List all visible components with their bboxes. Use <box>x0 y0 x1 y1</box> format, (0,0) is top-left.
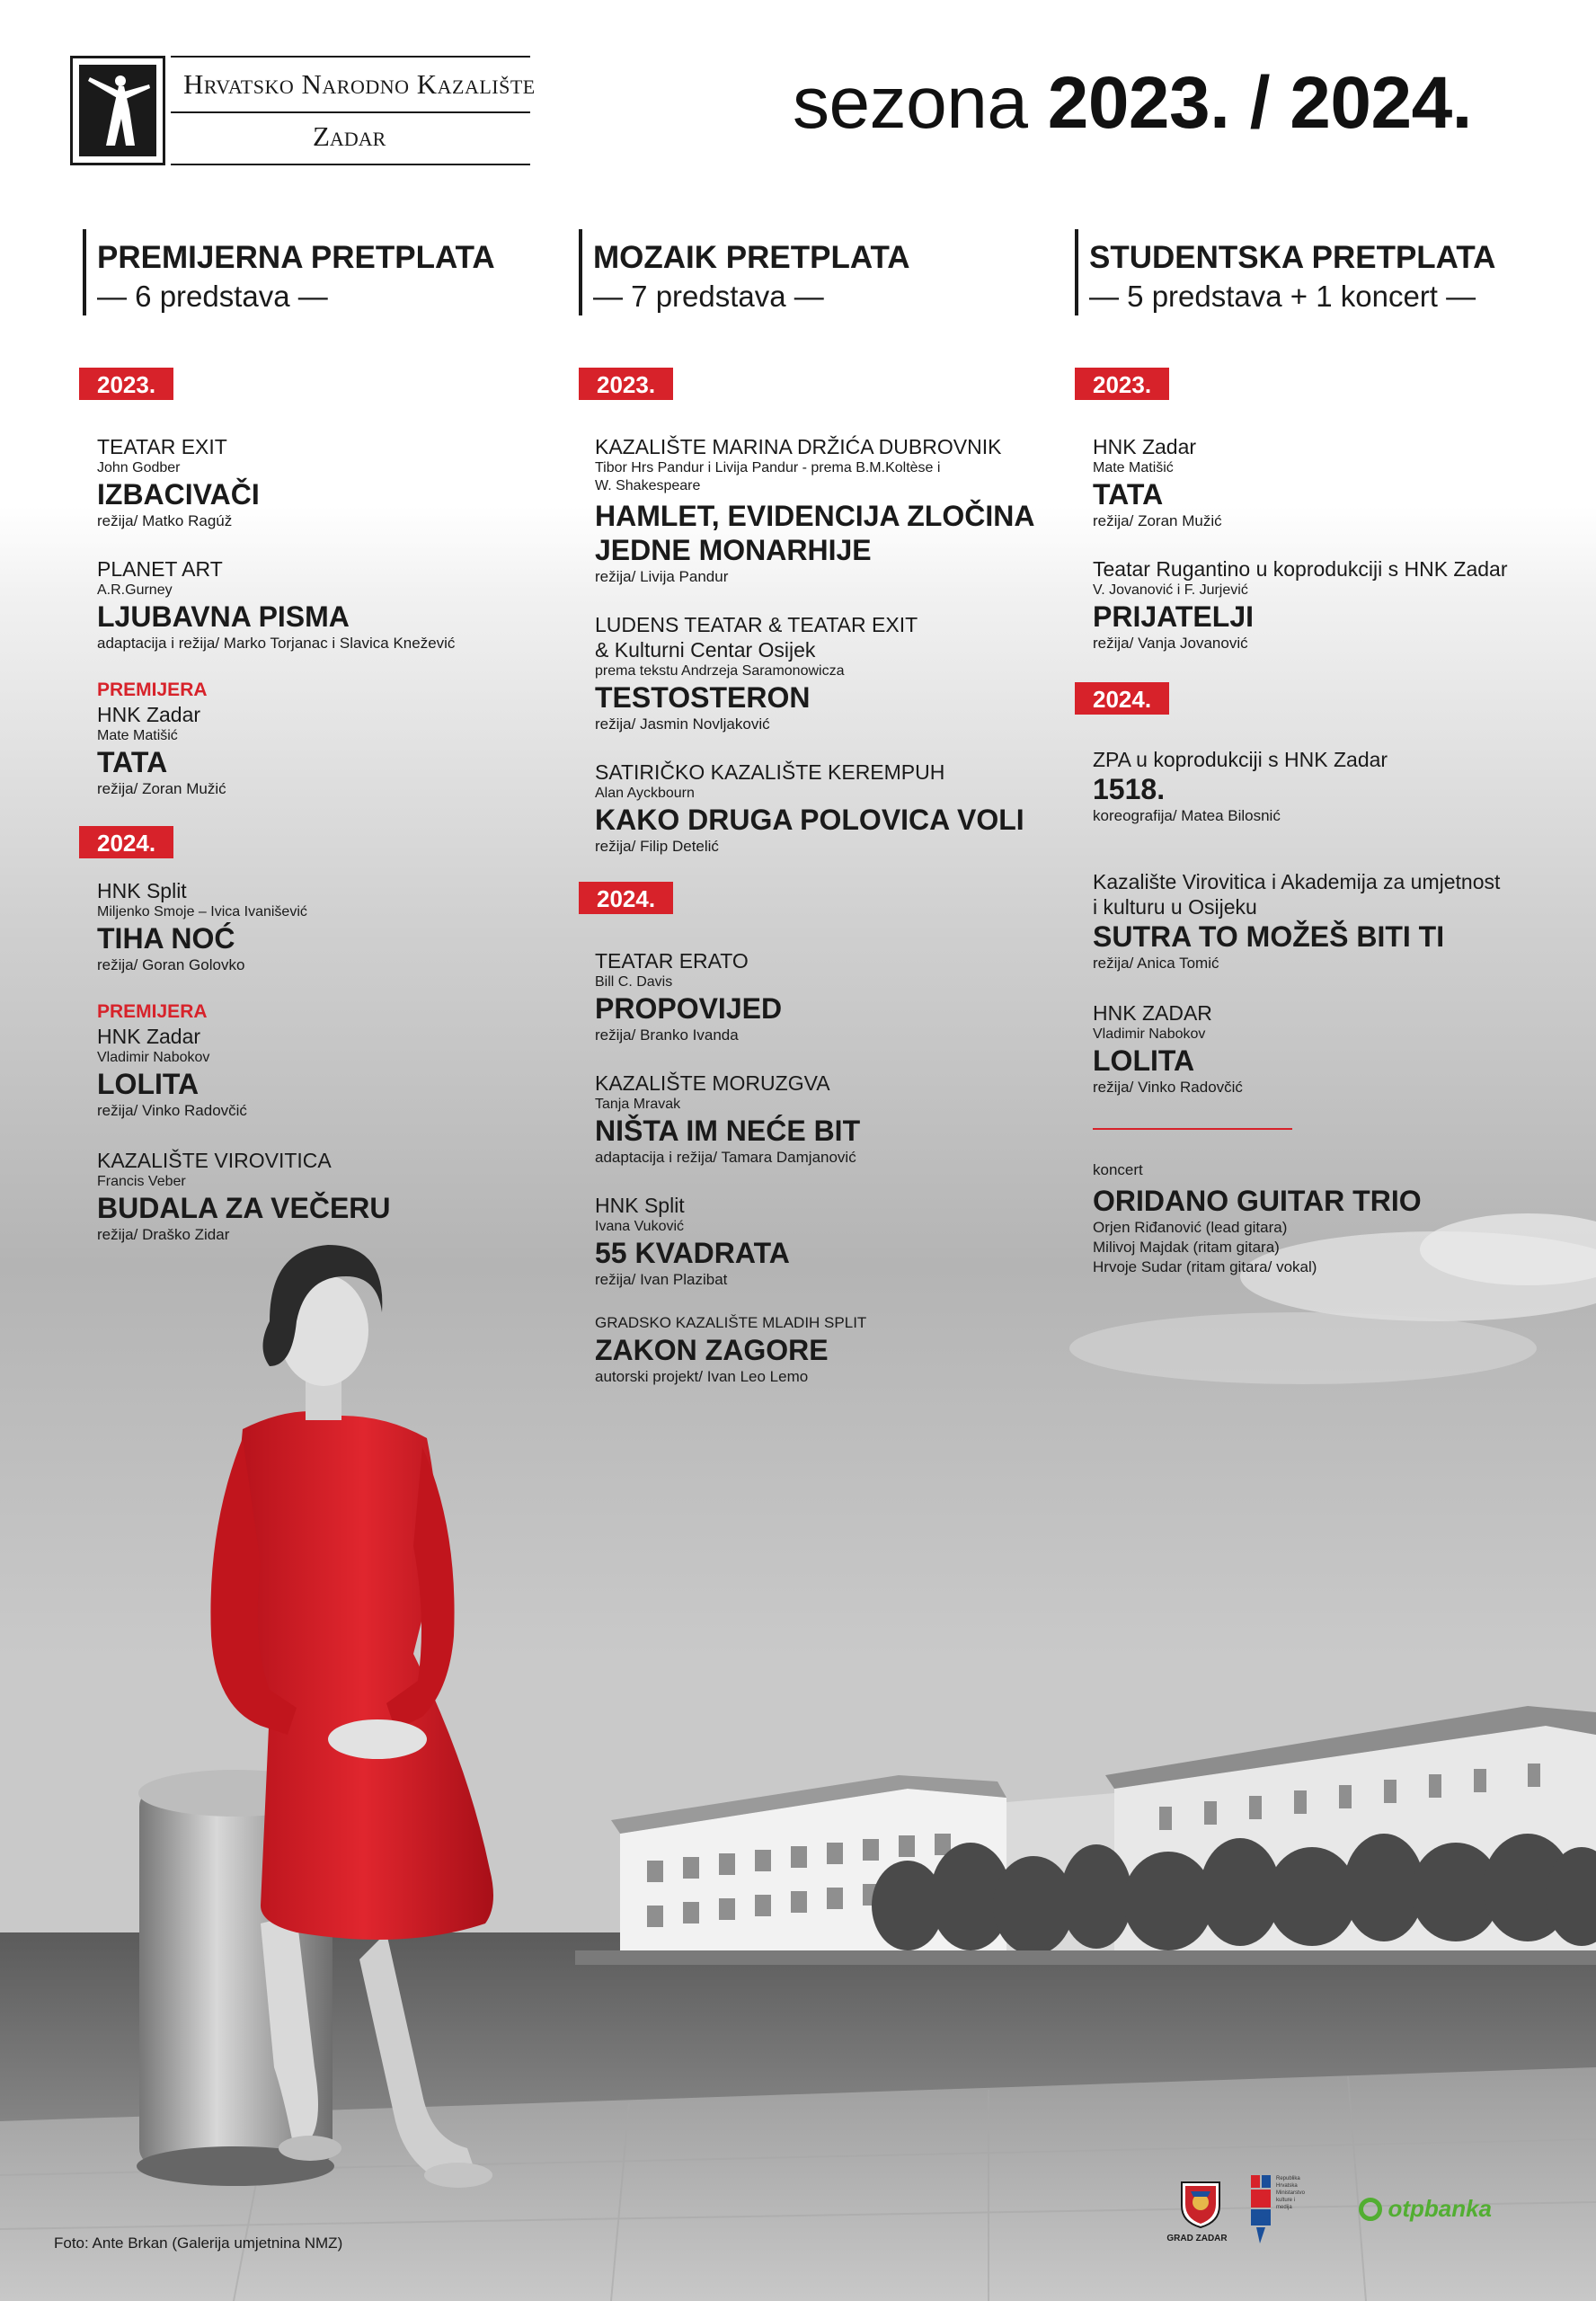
concert-member: Milivoj Majdak (ritam gitara) <box>1093 1239 1280 1256</box>
season-prefix: sezona <box>793 62 1028 144</box>
show-venue: KAZALIŠTE MORUZGVA <box>595 1071 830 1095</box>
theatre-emblem <box>70 56 165 165</box>
show-item <box>595 1313 866 1387</box>
logo-divider-bottom <box>171 164 530 165</box>
show-director: koreografija/ Matea Bilosnić <box>1093 807 1281 824</box>
show-director: režija/ Vanja Jovanović <box>1093 635 1248 652</box>
show-venue: GRADSKO KAZALIŠTE MLADIH SPLIT <box>595 1314 867 1331</box>
show-venue: SATIRIČKO KAZALIŠTE KEREMPUH <box>595 760 945 784</box>
show-item <box>97 556 455 653</box>
concert-member: Hrvoje Sudar (ritam gitara/ vokal) <box>1093 1258 1317 1275</box>
show-item <box>1093 1000 1243 1097</box>
sponsor-city-label: GRAD ZADAR <box>1166 2234 1228 2243</box>
column-subtitle: — 7 predstava — <box>593 280 824 313</box>
year-badge-2024: 2024. <box>79 826 173 858</box>
show-author: V. Jovanović i F. Jurjević <box>1093 582 1248 598</box>
show-item <box>1093 556 1508 653</box>
concert-title: ORIDANO GUITAR TRIO <box>1093 1185 1422 1217</box>
show-title: IZBACIVAČI <box>97 478 260 511</box>
show-director: autorski projekt/ Ivan Leo Lemo <box>595 1368 809 1385</box>
show-director: adaptacija i režija/ Tamara Damjanović <box>595 1149 856 1166</box>
show-venue: KAZALIŠTE MARINA DRŽIĆA DUBROVNIK <box>595 435 1002 458</box>
year-badge-2023: 2023. <box>579 368 673 400</box>
show-item <box>97 679 226 799</box>
column-studentska <box>1075 229 1560 1290</box>
year-badge-2023: 2023. <box>79 368 173 400</box>
show-venue: & Kulturni Centar Osijek <box>595 638 816 662</box>
show-title: PROPOVIJED <box>595 992 783 1025</box>
show-title: BUDALA ZA VEČERU <box>97 1192 391 1224</box>
show-author: Tibor Hrs Pandur i Livija Pandur - prema B.M.Koltèse i <box>595 460 941 475</box>
show-director: režija/ Matko Ragúž <box>97 512 233 529</box>
show-venue: PLANET ART <box>97 557 223 581</box>
show-venue: Kazalište Virovitica i Akademija za umjetnost <box>1093 870 1501 893</box>
ministry-logo-icon <box>1249 2175 1272 2247</box>
show-item <box>97 1000 247 1121</box>
sponsor-ministry-label: Republika Hrvatska Ministarstvo kulture i medija <box>1276 2176 1306 2210</box>
show-title: SUTRA TO MOŽEŠ BITI TI <box>1093 920 1445 953</box>
year-badge-2024: 2024. <box>579 882 673 914</box>
concert-item <box>1093 1160 1422 1277</box>
show-venue: HNK ZADAR <box>1093 1001 1212 1025</box>
show-director: režija/ Goran Golovko <box>97 956 245 973</box>
show-author: Tanja Mravak <box>595 1097 681 1112</box>
show-item <box>595 612 918 734</box>
concert-label: koncert <box>1093 1161 1143 1178</box>
show-item <box>97 878 307 975</box>
show-venue: Teatar Rugantino u koprodukciji s HNK Zadar <box>1093 557 1508 581</box>
sponsor-otpbanka <box>1359 2195 1492 2225</box>
show-item <box>97 1148 391 1245</box>
premiere-label: PREMIJERA <box>97 1001 208 1022</box>
show-title: ZAKON ZAGORE <box>595 1334 829 1366</box>
show-venue: i kulturu u Osijeku <box>1093 895 1257 919</box>
show-item <box>1093 747 1388 826</box>
show-author: Ivana Vuković <box>595 1219 685 1234</box>
show-director: režija/ Jasmin Novljaković <box>595 715 770 733</box>
show-author: Vladimir Nabokov <box>97 1050 210 1065</box>
show-director: režija/ Vinko Radovčić <box>1093 1079 1243 1096</box>
show-author: Alan Ayckbourn <box>595 786 695 801</box>
show-title: TATA <box>1093 478 1164 511</box>
show-venue: HNK Split <box>97 879 187 902</box>
show-item <box>595 1071 860 1168</box>
show-item <box>595 434 1035 587</box>
org-city: Zadar <box>313 120 386 152</box>
show-author: Bill C. Davis <box>595 974 673 990</box>
show-author: Mate Matišić <box>97 728 178 743</box>
show-title: TIHA NOĆ <box>97 922 235 955</box>
show-director: režija/ Zoran Mužić <box>1093 512 1222 529</box>
show-director: režija/ Ivan Plazibat <box>595 1271 728 1288</box>
column-header <box>1075 229 1560 315</box>
show-venue: LUDENS TEATAR & TEATAR EXIT <box>595 613 918 636</box>
column-title: PREMIJERNA PRETPLATA <box>97 240 495 275</box>
show-author: John Godber <box>97 460 181 475</box>
logo-divider-top <box>171 56 530 58</box>
show-title: JEDNE MONARHIJE <box>595 534 872 566</box>
show-item <box>1093 869 1500 973</box>
show-title: HAMLET, EVIDENCIJA ZLOČINA <box>595 500 1035 532</box>
sponsor-bank-label: otpbanka <box>1388 2195 1493 2222</box>
column-premijerna <box>83 229 532 1263</box>
show-title: PRIJATELJI <box>1093 600 1254 633</box>
show-venue: KAZALIŠTE VIROVITICA <box>97 1149 332 1172</box>
show-director: režija/ Branko Ivanda <box>595 1026 739 1044</box>
show-venue: HNK Zadar <box>97 703 201 726</box>
show-author: Miljenko Smoje – Ivica Ivanišević <box>97 904 307 920</box>
show-venue: HNK Zadar <box>1093 435 1197 458</box>
year-badge-2023: 2023. <box>1075 368 1169 400</box>
show-director: režija/ Anica Tomić <box>1093 955 1219 972</box>
show-item <box>595 760 1024 857</box>
show-author: Mate Matišić <box>1093 460 1174 475</box>
show-title: TATA <box>97 746 168 778</box>
show-director: režija/ Vinko Radovčić <box>97 1102 247 1119</box>
show-title: 1518. <box>1093 773 1166 805</box>
show-director: režija/ Zoran Mužić <box>97 780 226 797</box>
show-author: Vladimir Nabokov <box>1093 1026 1206 1042</box>
show-title: NIŠTA IM NEĆE BIT <box>595 1115 861 1147</box>
column-subtitle: — 6 predstava — <box>97 280 328 313</box>
show-item <box>595 1193 790 1290</box>
concert-member: Orjen Riđanović (lead gitara) <box>1093 1219 1288 1236</box>
column-title: STUDENTSKA PRETPLATA <box>1089 240 1496 275</box>
show-title: KAKO DRUGA POLOVICA VOLI <box>595 804 1024 836</box>
column-title: MOZAIK PRETPLATA <box>593 240 910 275</box>
show-author: W. Shakespeare <box>595 478 701 493</box>
column-mozaik <box>579 229 1046 1398</box>
show-venue: TEATAR EXIT <box>97 435 227 458</box>
show-director: režija/ Filip Detelić <box>595 838 719 855</box>
sponsor-grad-zadar <box>1165 2179 1237 2254</box>
show-director: režija/ Draško Zidar <box>97 1226 230 1243</box>
season-years: 2023. / 2024. <box>1047 62 1472 144</box>
show-venue: HNK Split <box>595 1194 685 1217</box>
sponsor-ministry <box>1249 2175 1339 2247</box>
column-subtitle: — 5 predstava + 1 koncert — <box>1089 280 1476 313</box>
show-director: režija/ Livija Pandur <box>595 568 729 585</box>
column-header <box>579 229 1046 315</box>
show-title: LOLITA <box>97 1068 200 1100</box>
show-item <box>1093 434 1222 531</box>
season-title <box>793 62 1472 144</box>
show-venue: ZPA u koprodukciji s HNK Zadar <box>1093 748 1388 771</box>
show-title: LOLITA <box>1093 1044 1195 1077</box>
otp-leaf-icon <box>1359 2198 1382 2221</box>
show-director: adaptacija i režija/ Marko Torjanac i Slavica Knežević <box>97 635 456 652</box>
org-name: Hrvatsko Narodno Kazalište <box>183 68 536 100</box>
show-venue: TEATAR ERATO <box>595 949 749 973</box>
premiere-label: PREMIJERA <box>97 680 208 700</box>
show-title: 55 KVADRATA <box>595 1237 790 1269</box>
logo-divider-mid <box>171 111 530 113</box>
dancer-icon <box>79 65 156 156</box>
show-title: TESTOSTERON <box>595 681 811 714</box>
photo-credit: Foto: Ante Brkan (Galerija umjetnina NMZ) <box>54 2234 343 2252</box>
concert-divider <box>1093 1128 1292 1130</box>
show-title: LJUBAVNA PISMA <box>97 600 350 633</box>
show-author: Francis Veber <box>97 1174 186 1189</box>
coat-of-arms-icon <box>1178 2179 1223 2229</box>
show-author: A.R.Gurney <box>97 582 173 598</box>
show-author: prema tekstu Andrzeja Saramonowicza <box>595 663 845 679</box>
theatre-logo <box>70 56 536 167</box>
show-item <box>595 948 782 1045</box>
show-item <box>97 434 260 531</box>
show-venue: HNK Zadar <box>97 1025 201 1048</box>
column-header <box>83 229 532 315</box>
year-badge-2024: 2024. <box>1075 682 1169 715</box>
